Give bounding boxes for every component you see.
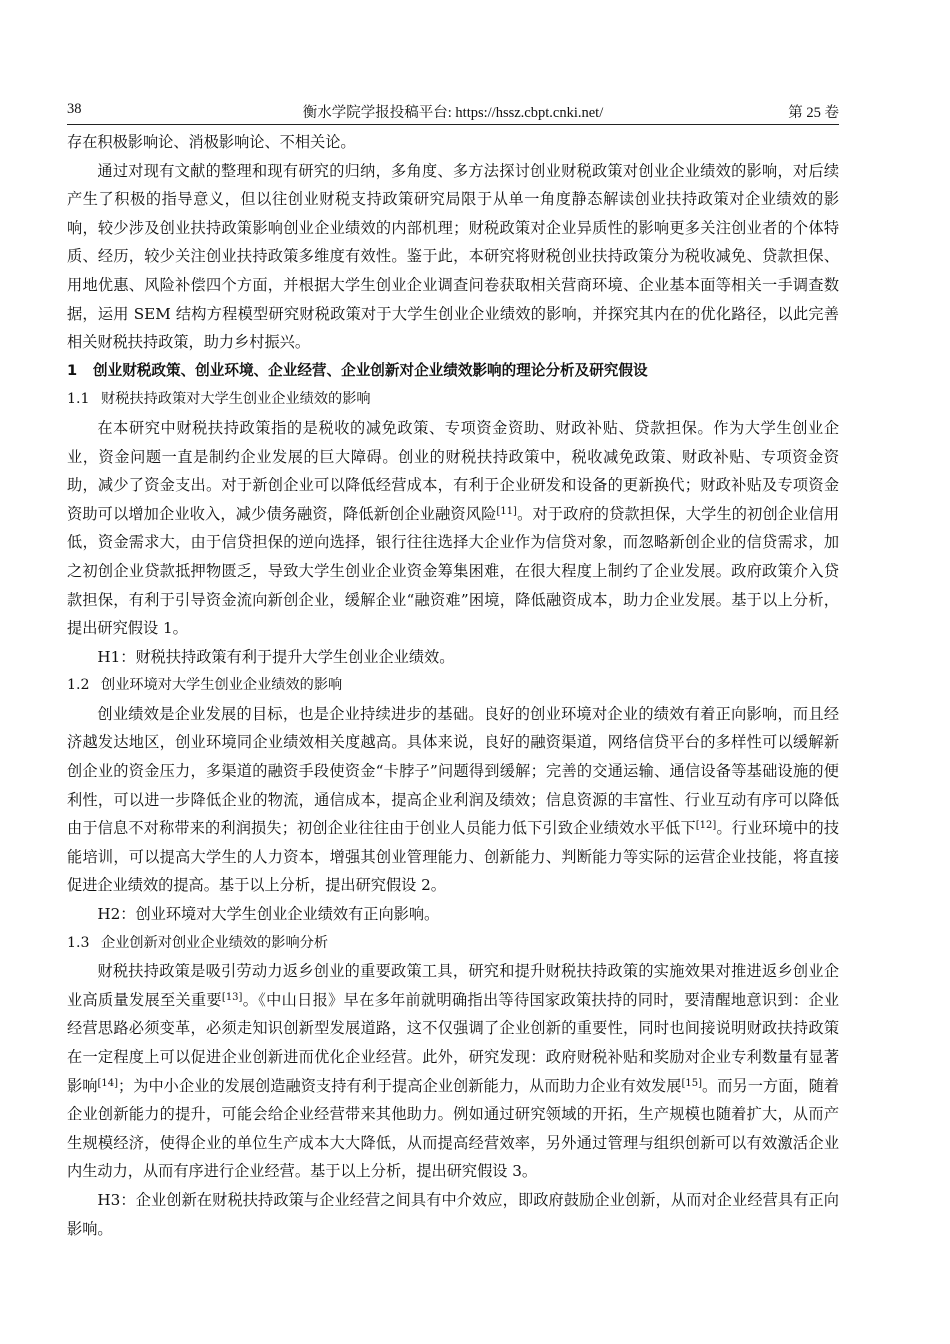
citation-ref: [13] <box>221 991 243 1003</box>
text-run: ；为中小企业的发展创造融资支持有利于提高企业创新能力，从而助力企业有效发展 <box>118 1076 682 1095</box>
section-number: 1 <box>67 361 78 379</box>
text-run: 财税扶持政策是吸引劳动力返乡创业的重要政策工具，研究和提升财税扶持政策的实施效果对推进返乡创业企业高质量发展至关重要 <box>67 962 839 1009</box>
text-run: 。行业环境中的技能培训，可以提高大学生的人力资本，增强其创业管理能力、创新能力、判断能力等实际的运营企业技能，将直接促进企业绩效的提高。基于以上分析，提出研究假设 2。 <box>67 819 840 895</box>
citation-ref: [12] <box>695 820 717 832</box>
hypothesis-h2: H2：创业环境对大学生创业企业绩效有正向影响。 <box>97 905 440 924</box>
subsection-title: 企业创新对创业企业绩效的影响分析 <box>101 934 329 951</box>
section-heading-1 <box>67 357 839 386</box>
text-run: 在本研究中财税扶持政策指的是税收的减免政策、专项资金资助、财政补贴、贷款担保。作为大学生创业企业，资金问题一直是制约企业发展的巨大障碍。创业的财税扶持政策中，税收减免政策、财政补贴、专项资金资助，减少了资金支出。对于新创企业可以降低经营成本，有利于企业研发和设备的更新换代；财政补贴及专项资金资助可以增加企业收入，减少债务融资，降低新创企业融资风险 <box>67 418 839 523</box>
paragraph-environment <box>67 700 839 900</box>
text-run: 。而另一方面，随着企业创新能力的提升，可能会给企业经营带来其他助力。例如通过研究领域的开拓，生产规模也随着扩大，从而产生规模经济，使得企业的单位生产成本大大降低，从而提高经营效率，另外通过管理与组织创新可以有效激活企业内生动力，从而有序进行企业经营。基于以上分析，提出研究假设 3。 <box>67 1076 840 1181</box>
hypothesis-h1: H1：财税扶持政策有利于提升大学生创业企业绩效。 <box>97 647 455 666</box>
subsection-number: 1.2 <box>67 677 90 694</box>
text-run: 。《中山日报》早在多年前就明确指出等待国家政策扶持的同时，要清醒地意识到：企业经营思路必须变革，必须走知识创新型发展道路，这不仅强调了企业创新的重要性，同时也间接说明财政扶持政策在一定程度上可以促进企业创新进而优化企业经营。此外，研究发现：政府财税补贴和奖励对企业专利数量有显著影响 <box>67 990 840 1095</box>
text-run: 。对于政府的贷款担保，大学生的初创企业信用低，资金需求大，由于信贷担保的逆向选择，银行往往选择大企业作为信贷对象，而忽略新创企业的信贷需求，加之初创企业贷款抵押物匮乏，导致大学生创业企业资金筹集困难，在很大程度上制约了企业发展。政府政策介入贷款担保，有利于引导资金流向新创企业，缓解企业“融资难”困境，降低融资成本，助力企业发展。基于以上分析，提出研究假设 1。 <box>67 504 840 638</box>
paragraph-innovation <box>67 957 839 1186</box>
subsection-heading-1-3 <box>67 929 839 958</box>
volume-label: 第 25 卷 <box>788 105 839 121</box>
text-run: 创业绩效是企业发展的目标，也是企业持续进步的基础。良好的创业环境对企业的绩效有着正向影响，而且经济越发达地区，创业环境同企业绩效相关度越高。具体来说，良好的融资渠道，网络信贷平台的多样性可以缓解新创企业的资金压力，多渠道的融资手段使资金“卡脖子”问题得到缓解；完善的交通运输、通信设备等基础设施的便利性，可以进一步降低企业的物流，通信成本，提高企业利润及绩效；信息资源的丰富性、行业互动有序可以降低由于信息不对称带来的利润损失；初创企业往往由于创业人员能力低下引致企业绩效水平低下 <box>67 704 839 838</box>
subsection-title: 创业环境对大学生创业企业绩效的影响 <box>101 677 343 694</box>
article-body <box>67 128 839 1243</box>
paragraph-fiscal-policy <box>67 414 839 643</box>
journal-url-line: 衡水学院学报投稿平台: https://hssz.cbpt.cnki.net/ <box>302 105 604 121</box>
citation-ref: [15] <box>681 1077 702 1089</box>
subsection-title: 财税扶持政策对大学生创业企业绩效的影响 <box>101 391 371 408</box>
paragraph-continued: 存在积极影响论、消极影响论、不相关论。 <box>67 133 356 151</box>
paragraph-literature-summary: 通过对现有文献的整理和现有研究的归纳，多角度、多方法探讨创业财税政策对创业企业绩效的影响，对后续产生了积极的指导意义，但以往创业财税支持政策研究局限于从单一角度静态解读创业扶持政策对企业绩效的影响，较少涉及创业扶持政策影响创业企业绩效的内部机理；财税政策对企业异质性的影响更多关注创业者的个体特质、经历，较少关注创业扶持政策多维度有效性。鉴于此，本研究将财税创业扶持政策分为税收减免、贷款担保、用地优惠、风险补偿四个方面，并根据大学生创业企业调查问卷获取相关营商环境、企业基本面等相关一手调查数据，运用 SEM 结构方程模型研究财税政策对于大学生创业企业绩效的影响，并探究其内在的优化路径，以此完善相关财税扶持政策，助力乡村振兴。 <box>67 161 839 352</box>
citation-ref: [11] <box>496 505 517 517</box>
hypothesis-h3: H3：企业创新在财税扶持政策与企业经营之间具有中介效应，即政府鼓励企业创新，从而对企业经营具有正向影响。 <box>67 1190 839 1238</box>
subsection-heading-1-2 <box>67 671 839 700</box>
page-number: 38 <box>67 101 82 117</box>
section-title: 创业财税政策、创业环境、企业经营、企业创新对企业绩效影响的理论分析及研究假设 <box>93 361 648 379</box>
subsection-heading-1-1 <box>67 385 839 414</box>
subsection-number: 1.1 <box>67 391 90 408</box>
running-header <box>67 98 839 125</box>
subsection-number: 1.3 <box>67 934 90 951</box>
citation-ref: [14] <box>97 1077 118 1089</box>
